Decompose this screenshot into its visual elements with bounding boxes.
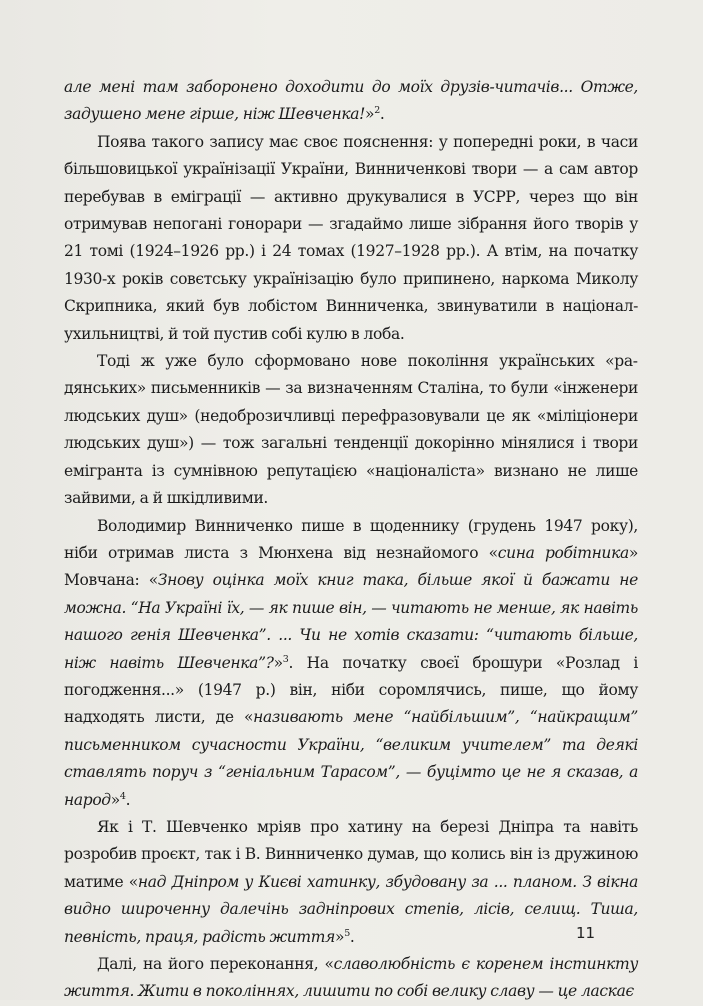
paragraph-5 bbox=[64, 814, 638, 951]
footnote-ref-2: 2 bbox=[374, 105, 380, 117]
quote-italic: славолюбність є коренем інстинкту життя. Жити в поколіннях, лишити по собі велику славу — це ласкає bbox=[64, 955, 638, 1001]
paragraph-1 bbox=[64, 74, 638, 129]
paragraph-3: Тоді ж уже було сформовано нове покоління українських «радянських» письменників — за визначенням Сталіна, то були «інженери людських душ» (недоброзичливці перефразовували це як «міліціонери людських душ») — тож загальні тенденції докорінно мінялися і твори емігранта із сумнівною репутацією «націоналіста» визнано не лише зайвими, а й шкідливими. bbox=[64, 352, 638, 508]
footnote-ref-4: 4 bbox=[119, 790, 126, 802]
quote-italic: Знову оцінка моїх книг така, більше якої й бажати не можна. “На Україні їх, — як пише він, — читають не менше, як навіть нашого генія Шевченка”. ... Чи не хотів сказати: “читають більше, ніж навіть Шевченка”? bbox=[64, 571, 638, 672]
quote-close: » bbox=[110, 790, 120, 809]
page-number: 11 bbox=[576, 924, 596, 942]
quote-italic: називають мене “найбільшим”, “найкращим” письменником сучасности України, “великим учителем” та деякі ставлять поруч з “геніальним Тарасом”, — буцімто це не я сказав, а народ bbox=[64, 708, 638, 809]
text-run: . bbox=[125, 790, 131, 809]
paragraph-6 bbox=[64, 951, 638, 1006]
quote-italic: над Дніпром у Києві хатинку, збудовану за ... планом. З вікна видно широченну далечінь задніпрових степів, лісів, селищ. Тиша, певність, праця, радість життя bbox=[64, 872, 638, 946]
quote-italic: але мені там заборонено доходити до моїх друзів-читачів... Отже, задушено мене гірше, ніж Шевченка! bbox=[64, 78, 638, 124]
text-run: . bbox=[349, 927, 355, 946]
quote-close: » bbox=[335, 927, 345, 946]
text-run: . На початку своєї брошури «Розлад і погодження...» (1947 р.) він, ніби соромлячись, пише, що йому надходять листи, де « bbox=[64, 653, 638, 727]
footnote-ref-5: 5 bbox=[344, 927, 350, 939]
footnote-ref-3: 3 bbox=[282, 653, 289, 665]
text-run: . bbox=[379, 105, 385, 124]
text-run: Як і Т. Шевченко мріяв про хатину на березі Дніпра та навіть розробив проєкт, так і В. Винниченко думав, що колись він із дружиною матиме « bbox=[64, 817, 638, 891]
text-run: Володимир Винниченко пише в щоденнику (грудень 1947 року), ніби отримав листа з Мюнхена від незнайомого « bbox=[64, 516, 638, 562]
quote-close: » bbox=[273, 653, 283, 672]
paragraph-4 bbox=[64, 513, 638, 814]
body-text bbox=[64, 74, 638, 1006]
paragraph-2: Поява такого запису має своє пояснення: у попередні роки, в часи більшовицької українізації України, Винниченкові твори — а сам автор перебував в еміграції — активно друкувалися в УСРР, через що він отримував непогані гонорари — згадаймо лише зібрання його творів у 21 томі (1924–1926 рр.) і 24 томах (1927–1928 рр.). А втім, на початку 1930-х років совєтську українізацію було припинено, наркома Миколу Скрипника, який був лобістом Винниченка, звинуватили в націонал-ухильництві, й той пустив собі кулю в лоба. bbox=[64, 132, 638, 343]
text-run: » Мовчана: « bbox=[64, 543, 639, 590]
text-run: Далі, на його переконання, « bbox=[97, 955, 334, 973]
quote-italic: сина робітника bbox=[497, 543, 629, 562]
quote-close: » bbox=[365, 105, 375, 124]
